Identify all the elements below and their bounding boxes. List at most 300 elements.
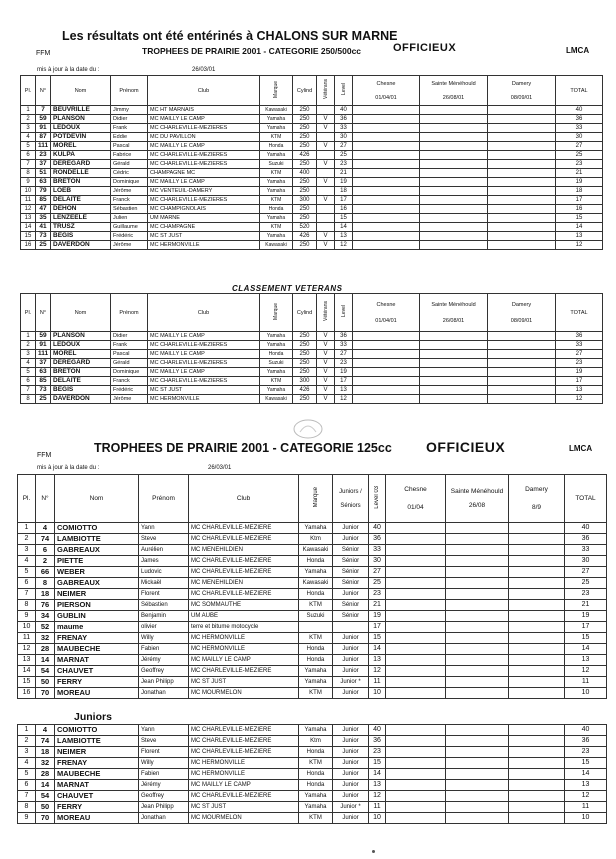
cell-chesne	[386, 633, 446, 644]
s2-title: CLASSEMENT VETERANS	[232, 284, 343, 293]
cell-junior-senior: Sénior	[333, 556, 369, 567]
cell-level: 12	[335, 241, 353, 250]
s3-update-label: mis à jour à la date du :	[37, 465, 100, 471]
table-row	[21, 142, 603, 151]
cell-junior-senior: Junior	[333, 633, 369, 644]
cell-prenom: Frank	[111, 341, 148, 350]
cell-nom: MAUBECHE	[55, 769, 139, 780]
cell-nom: MAUBECHE	[55, 644, 139, 655]
col-nom: Nom	[55, 475, 139, 523]
cell-prenom: Florent	[139, 747, 189, 758]
cell-number: 73	[36, 386, 51, 395]
cell-total: 33	[565, 545, 607, 556]
cell-chesne	[353, 151, 420, 160]
cell-marque: Honda	[299, 747, 333, 758]
cell-total: 15	[565, 758, 607, 769]
cell-prenom: Geoffrey	[139, 791, 189, 802]
cell-club: MC CHARLEVILLE-MEZIERES	[148, 196, 260, 205]
cell-junior-senior: Junior	[333, 655, 369, 666]
table-row	[18, 802, 607, 813]
cell-place: 6	[21, 151, 36, 160]
col-menehould	[420, 294, 488, 332]
cell-level: 23	[335, 160, 353, 169]
cell-damery	[509, 534, 565, 545]
cell-place: 1	[18, 725, 36, 736]
table-row	[18, 633, 607, 644]
cell-prenom: Fabien	[139, 769, 189, 780]
table-row	[21, 386, 603, 395]
cell-chesne	[386, 611, 446, 622]
table-row	[21, 223, 603, 232]
cell-junior-senior: Junior	[333, 791, 369, 802]
cell-prenom: James	[139, 556, 189, 567]
cell-total: 17	[556, 196, 603, 205]
table-row	[18, 589, 607, 600]
table-row	[18, 677, 607, 688]
cell-nom: DELAITE	[51, 377, 111, 386]
cell-cylind: 300	[293, 377, 317, 386]
cell-number: 66	[36, 567, 55, 578]
cell-prenom: Frédéric	[111, 386, 148, 395]
cell-nom: FERRY	[55, 802, 139, 813]
table-row	[18, 655, 607, 666]
cell-total: 36	[556, 332, 603, 341]
cell-prenom: Fabien	[139, 644, 189, 655]
cell-total: 25	[565, 578, 607, 589]
col-club: Club	[148, 294, 260, 332]
cell-prenom: Mickaël	[139, 578, 189, 589]
cell-menehould	[420, 223, 488, 232]
cell-total: 11	[565, 677, 607, 688]
cell-total: 16	[556, 205, 603, 214]
cell-marque: Yamaha	[260, 178, 293, 187]
cell-prenom: Dominique	[111, 368, 148, 377]
cell-place: 7	[18, 791, 36, 802]
cell-prenom: Geoffrey	[139, 666, 189, 677]
cell-level: 11	[369, 677, 386, 688]
cell-cylind: 250	[293, 205, 317, 214]
cell-veteran	[317, 205, 335, 214]
s3-table	[17, 474, 607, 699]
col-prenom: Prénom	[111, 76, 148, 106]
cell-nom: LEDOUX	[51, 124, 111, 133]
cell-veteran: V	[317, 386, 335, 395]
cell-cylind: 250	[293, 214, 317, 223]
cell-prenom: Didier	[111, 115, 148, 124]
cell-place: 10	[21, 187, 36, 196]
cell-place: 13	[21, 214, 36, 223]
table-row	[21, 350, 603, 359]
cell-chesne	[353, 205, 420, 214]
cell-club: MC ST JUST	[189, 802, 299, 813]
table-row	[18, 600, 607, 611]
veterans-label: Vétérans	[322, 300, 329, 321]
cell-damery	[509, 677, 565, 688]
cell-chesne	[386, 655, 446, 666]
cell-club: MC HERMONVILLE	[189, 633, 299, 644]
cell-damery	[509, 813, 565, 824]
cell-junior-senior: Junior	[333, 769, 369, 780]
col-menehould	[446, 475, 509, 523]
cell-prenom: Benjamin	[139, 611, 189, 622]
cell-nom: DAVERDON	[51, 241, 111, 250]
cell-nom: MARNAT	[55, 655, 139, 666]
cell-club: MC MOURMELON	[189, 813, 299, 824]
cell-marque: Yamaha	[260, 124, 293, 133]
cell-damery	[488, 332, 556, 341]
cell-prenom: Jérôme	[111, 241, 148, 250]
cell-menehould	[446, 677, 509, 688]
cell-veteran: V	[317, 350, 335, 359]
damery-label: Damery	[525, 485, 548, 493]
cell-damery	[509, 655, 565, 666]
cell-damery	[488, 350, 556, 359]
col-level	[335, 76, 353, 106]
cell-menehould	[446, 736, 509, 747]
cell-prenom: Eddie	[111, 133, 148, 142]
cell-menehould	[446, 578, 509, 589]
cell-cylind: 250	[293, 241, 317, 250]
table-row	[18, 545, 607, 556]
cell-menehould	[446, 611, 509, 622]
cell-place: 15	[18, 677, 36, 688]
cell-club: MC MOURMELON	[189, 688, 299, 699]
cell-cylind: 250	[293, 332, 317, 341]
cell-chesne	[386, 747, 446, 758]
col-junior-senior	[333, 475, 369, 523]
cell-total: 23	[556, 160, 603, 169]
cell-cylind: 250	[293, 341, 317, 350]
cell-damery	[488, 341, 556, 350]
cell-level: 11	[369, 802, 386, 813]
page-header-title: Les résultats ont été entérinés à CHALONS SUR MARNE	[62, 29, 398, 43]
cell-total: 18	[556, 187, 603, 196]
cell-damery	[488, 115, 556, 124]
cell-total: 13	[565, 655, 607, 666]
cell-menehould	[446, 622, 509, 633]
cell-junior-senior: Junior	[333, 589, 369, 600]
cell-prenom: Florent	[139, 589, 189, 600]
cell-place: 11	[18, 633, 36, 644]
menehould-date: 26/08	[468, 501, 486, 509]
cell-nom: BRETON	[51, 368, 111, 377]
col-num: N°	[36, 475, 55, 523]
cell-menehould	[446, 523, 509, 534]
col-chesne	[386, 475, 446, 523]
cell-nom: MOREL	[51, 142, 111, 151]
cell-nom: FRENAY	[55, 758, 139, 769]
cell-veteran: V	[317, 160, 335, 169]
table-row	[18, 644, 607, 655]
cell-nom: COMIOTTO	[55, 523, 139, 534]
cell-place: 4	[18, 758, 36, 769]
cell-marque: Yamaha	[260, 151, 293, 160]
col-pl: Pl.	[18, 475, 36, 523]
cell-place: 12	[18, 644, 36, 655]
cell-club: MC CHARLEVILLE-MEZIERE	[189, 666, 299, 677]
col-chesne	[353, 294, 420, 332]
cell-junior-senior: Junior *	[333, 802, 369, 813]
cell-menehould	[446, 802, 509, 813]
cell-prenom: Gérald	[111, 160, 148, 169]
cell-marque: Yamaha	[299, 523, 333, 534]
cell-cylind: 250	[293, 368, 317, 377]
cell-number: 63	[36, 368, 51, 377]
cell-chesne	[353, 178, 420, 187]
s4-title: Juniors	[74, 711, 112, 723]
col-total: TOTAL	[565, 475, 607, 523]
table-row	[18, 611, 607, 622]
cell-club: MC CHARLEVILLE-MEZIERE	[189, 556, 299, 567]
s1-status: OFFICIEUX	[393, 42, 457, 54]
cell-number: 70	[36, 813, 55, 824]
cell-cylind: 300	[293, 196, 317, 205]
cell-number: 4	[36, 725, 55, 736]
col-num: N°	[36, 76, 51, 106]
cell-club: MC MENEHILDIEN	[189, 578, 299, 589]
table-row	[21, 241, 603, 250]
col-menehould	[420, 76, 488, 106]
table-row	[18, 813, 607, 824]
cell-number: 79	[36, 187, 51, 196]
cell-club: MC SOMMAUTHE	[189, 600, 299, 611]
cell-level: 23	[369, 747, 386, 758]
cell-damery	[509, 600, 565, 611]
cell-level: 27	[335, 350, 353, 359]
cell-total: 40	[556, 106, 603, 115]
col-damery	[488, 76, 556, 106]
cell-menehould	[420, 359, 488, 368]
cell-club: MC CHARLEVILLE-MEZIERE	[189, 725, 299, 736]
cell-level: 33	[335, 124, 353, 133]
cell-junior-senior: Junior	[333, 780, 369, 791]
cell-chesne	[353, 133, 420, 142]
cell-menehould	[420, 115, 488, 124]
cell-place: 3	[18, 747, 36, 758]
table-row	[18, 791, 607, 802]
cell-marque: Honda	[299, 644, 333, 655]
cell-total: 40	[565, 725, 607, 736]
cell-nom: FRENAY	[55, 633, 139, 644]
marque-label: Marque	[273, 302, 279, 320]
table-row	[21, 395, 603, 404]
cell-place: 3	[21, 350, 36, 359]
menehould-date: 26/08/01	[442, 94, 465, 101]
cell-nom: CHAUVET	[55, 791, 139, 802]
cell-nom: MOREAU	[55, 688, 139, 699]
cell-veteran: V	[317, 142, 335, 151]
cell-marque: Yamaha	[299, 791, 333, 802]
s3-title: TROPHEES DE PRAIRIE 2001 - CATEGORIE 125cc	[94, 441, 392, 455]
cell-nom: GUBLIN	[55, 611, 139, 622]
cell-club: MC HT MARNAIS	[148, 106, 260, 115]
cell-chesne	[386, 622, 446, 633]
cell-veteran	[317, 106, 335, 115]
cell-damery	[488, 214, 556, 223]
s3-right: LMCA	[569, 444, 593, 453]
cell-total: 12	[565, 666, 607, 677]
cell-total: 23	[556, 359, 603, 368]
cell-chesne	[386, 523, 446, 534]
cell-junior-senior: Junior	[333, 644, 369, 655]
cell-total: 36	[565, 736, 607, 747]
cell-veteran: V	[317, 377, 335, 386]
cell-veteran: V	[317, 332, 335, 341]
cell-place: 2	[18, 736, 36, 747]
cell-nom: BRETON	[51, 178, 111, 187]
cell-level: 14	[335, 223, 353, 232]
watermark-logo	[292, 418, 324, 440]
cell-total: 19	[565, 611, 607, 622]
col-club: Club	[148, 76, 260, 106]
cell-damery	[488, 241, 556, 250]
cell-menehould	[420, 377, 488, 386]
damery-label: Damery	[511, 80, 532, 87]
cell-number: 37	[36, 160, 51, 169]
cell-prenom: Pascal	[111, 350, 148, 359]
col-marque	[299, 475, 333, 523]
cell-cylind: 250	[293, 106, 317, 115]
cell-veteran: V	[317, 232, 335, 241]
cell-level: 19	[335, 368, 353, 377]
cell-level: 17	[335, 377, 353, 386]
cell-level: 10	[369, 688, 386, 699]
cell-damery	[488, 386, 556, 395]
table-row	[21, 115, 603, 124]
table-row	[18, 758, 607, 769]
cell-club: UM AUBE	[189, 611, 299, 622]
cell-total: 14	[556, 223, 603, 232]
cell-veteran	[317, 214, 335, 223]
cell-level: 25	[369, 578, 386, 589]
cell-marque: Suzuki	[299, 611, 333, 622]
cell-chesne	[353, 160, 420, 169]
cell-damery	[488, 124, 556, 133]
cell-level: 27	[369, 567, 386, 578]
cell-total: 25	[556, 151, 603, 160]
col-total: TOTAL	[556, 294, 603, 332]
cell-number: 18	[36, 589, 55, 600]
cell-chesne	[386, 813, 446, 824]
cell-club: MC HERMONVILLE	[189, 644, 299, 655]
cell-club: terre et bitume motocycle	[189, 622, 299, 633]
col-veterans	[317, 76, 335, 106]
cell-damery	[509, 556, 565, 567]
cell-junior-senior: Junior	[333, 736, 369, 747]
cell-club: MC MAILLY LE CAMP	[148, 350, 260, 359]
cell-level: 40	[369, 523, 386, 534]
cell-number: 63	[36, 178, 51, 187]
cell-menehould	[420, 341, 488, 350]
cell-total: 30	[565, 556, 607, 567]
cell-veteran	[317, 187, 335, 196]
cell-club: MC CHARLEVILLE-MEZIERE	[189, 567, 299, 578]
cell-club: MC VENTEUIL-DAMERY	[148, 187, 260, 196]
cell-nom: MARNAT	[55, 780, 139, 791]
cell-club: MC MAILLY LE CAMP	[148, 115, 260, 124]
cell-nom: DAVERDON	[51, 395, 111, 404]
cell-level: 13	[335, 386, 353, 395]
cell-junior-senior: Junior	[333, 725, 369, 736]
cell-nom: TRUSZ	[51, 223, 111, 232]
cell-nom: PIERSON	[55, 600, 139, 611]
col-total: TOTAL	[556, 76, 603, 106]
chesne-label: Chesne	[376, 80, 396, 87]
cell-junior-senior: Sénior	[333, 578, 369, 589]
chesne-label: Chesne	[404, 485, 427, 493]
cell-club: MC HERMONVILLE	[189, 758, 299, 769]
cell-number: 18	[36, 747, 55, 758]
menehould-label: Sainte Ménéhould	[450, 487, 504, 495]
cell-club: MC ST JUST	[189, 677, 299, 688]
cell-number: 14	[36, 655, 55, 666]
cell-nom: KULPA	[51, 151, 111, 160]
cell-veteran: V	[317, 196, 335, 205]
cell-level: 36	[369, 736, 386, 747]
cell-marque: Honda	[299, 589, 333, 600]
cell-total: 13	[565, 780, 607, 791]
cell-menehould	[420, 368, 488, 377]
cell-club: MC ST JUST	[148, 232, 260, 241]
cell-damery	[509, 611, 565, 622]
cell-level: 30	[335, 133, 353, 142]
cell-prenom: Pascal	[111, 142, 148, 151]
s1-org: FFM	[36, 50, 51, 57]
cell-number: 28	[36, 769, 55, 780]
cell-club: MC HERMONVILLE	[148, 241, 260, 250]
cell-club: MC HERMONVILLE	[148, 395, 260, 404]
cell-prenom: Didier	[111, 332, 148, 341]
cell-total: 13	[556, 386, 603, 395]
cell-menehould	[446, 534, 509, 545]
col-veterans	[317, 294, 335, 332]
cell-prenom: Jimmy	[111, 106, 148, 115]
cell-damery	[488, 395, 556, 404]
cell-chesne	[386, 736, 446, 747]
cell-menehould	[420, 386, 488, 395]
cell-menehould	[420, 196, 488, 205]
cell-level: 25	[335, 151, 353, 160]
cell-place: 14	[18, 666, 36, 677]
cell-chesne	[386, 666, 446, 677]
cell-number: 32	[36, 758, 55, 769]
cell-chesne	[386, 802, 446, 813]
cell-chesne	[386, 644, 446, 655]
cell-menehould	[420, 133, 488, 142]
cell-total: 30	[556, 133, 603, 142]
cell-damery	[509, 545, 565, 556]
cell-level: 15	[335, 214, 353, 223]
cell-junior-senior: Junior	[333, 758, 369, 769]
cell-chesne	[353, 377, 420, 386]
cell-level: 30	[369, 556, 386, 567]
cell-total: 11	[565, 802, 607, 813]
cell-club: MC CHARLEVILLE-MEZIERES	[148, 377, 260, 386]
cell-veteran	[317, 133, 335, 142]
cell-menehould	[446, 655, 509, 666]
table-row	[21, 214, 603, 223]
cell-nom: CHAUVET	[55, 666, 139, 677]
cell-place: 8	[21, 395, 36, 404]
col-chesne	[353, 76, 420, 106]
table-row	[18, 780, 607, 791]
cell-chesne	[353, 106, 420, 115]
menehould-label: Sainte Ménéhould	[431, 80, 476, 87]
s3-status: OFFICIEUX	[426, 439, 506, 455]
cell-junior-senior: Sénior	[333, 545, 369, 556]
chesne-date: 01/04	[407, 503, 424, 511]
col-prenom: Prénom	[111, 294, 148, 332]
